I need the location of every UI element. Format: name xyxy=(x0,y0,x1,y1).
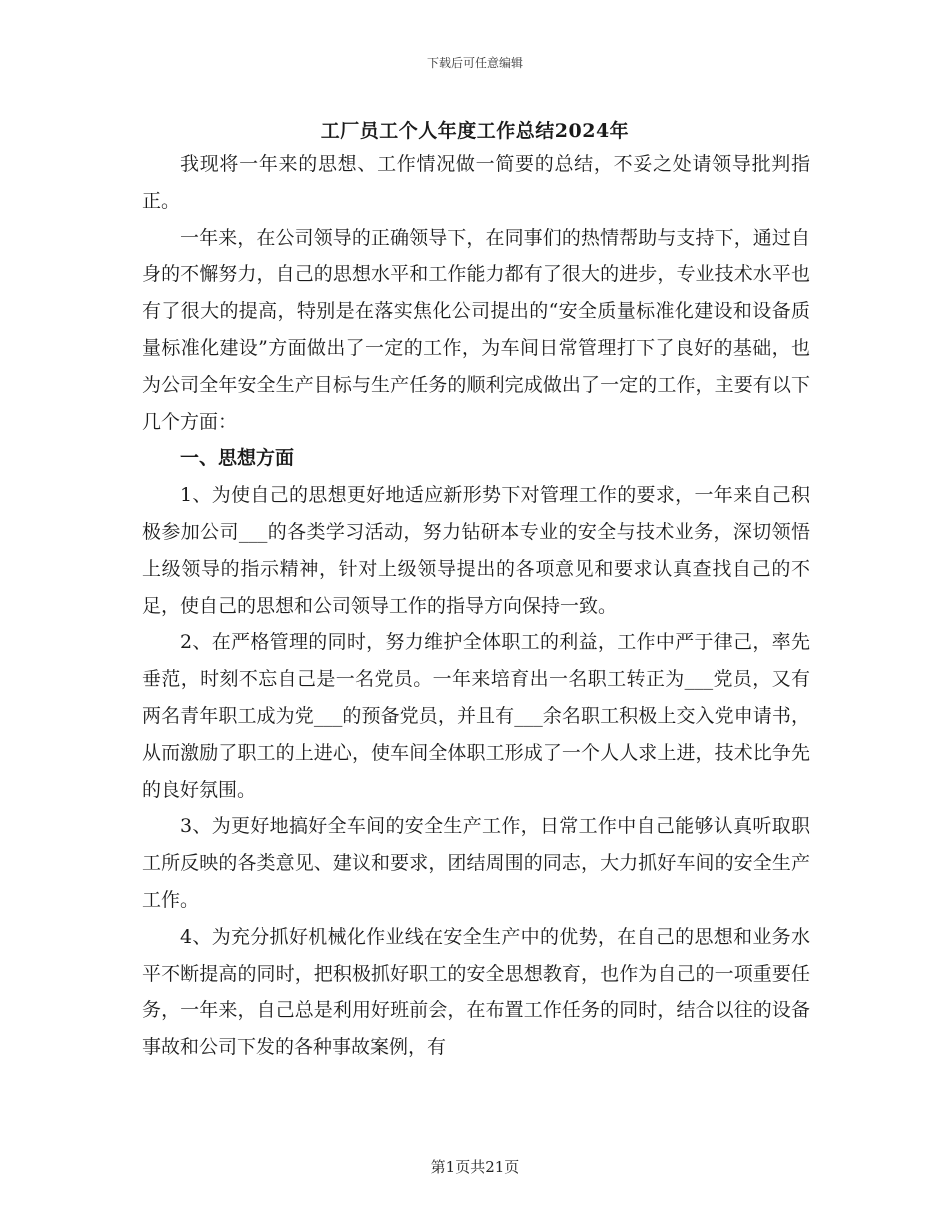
paragraph-item-3: 3、为更好地搞好全车间的安全生产工作，日常工作中自己能够认真听取职工所反映的各类意见、建议和要求，团结周围的同志，大力抓好车间的安全生产工作。 xyxy=(142,815,810,911)
paragraph-item-2: 2、在严格管理的同时，努力维护全体职工的利益，工作中严于律己，率先垂范，时刻不忘自己是一名党员。一年来培育出一名职工转正为___党员，又有两名青年职工成为党___的预备党员，并且有___余名职工积极上交入党申请书，从而激励了职工的上进心，使车间全体职工形成了一个人人求上进，技术比争先的良好氛围。 xyxy=(142,631,810,801)
page-header-note: 下载后可任意编辑 xyxy=(426,56,523,70)
paragraph-overview: 一年来，在公司领导的正确领导下，在同事们的热情帮助与支持下，通过自身的不懈努力，自己的思想水平和工作能力都有了很大的进步，专业技术水平也有了很大的提高，特别是在落实焦化公司提出的“安全质量标准化建设和设备质量标准化建设”方面做出了一定的工作，为车间日常管理打下了良好的基础，也为公司全年安全生产目标与生产任务的顺利完成做出了一定的工作，主要有以下几个方面： xyxy=(142,226,810,433)
document-title: 工厂员工个人年度工作总结2024年 xyxy=(320,120,630,142)
document-body xyxy=(142,146,810,1066)
paragraph-item-4: 4、为充分抓好机械化作业线在安全生产中的优势，在自己的思想和业务水平不断提高的同时，把积极抓好职工的安全思想教育，也作为自己的一项重要任务，一年来，自己总是利用好班前会，在布置工作任务的同时，结合以往的设备事故和公司下发的各种事故案例，有 xyxy=(142,925,810,1059)
paragraph-intro: 我现将一年来的思想、工作情况做一简要的总结，不妥之处请领导批判指正。 xyxy=(142,153,810,212)
section-heading-thought: 一、思想方面 xyxy=(180,447,295,470)
paragraph-item-1: 1、为使自己的思想更好地适应新形势下对管理工作的要求，一年来自己积极参加公司___的各类学习活动，努力钻研本专业的安全与技术业务，深切领悟上级领导的指示精神，针对上级领导提出的各项意见和要求认真查找自己的不足，使自己的思想和公司领导工作的指导方向保持一致。 xyxy=(142,484,810,617)
page-footer: 第1页共21页 xyxy=(430,1158,520,1176)
